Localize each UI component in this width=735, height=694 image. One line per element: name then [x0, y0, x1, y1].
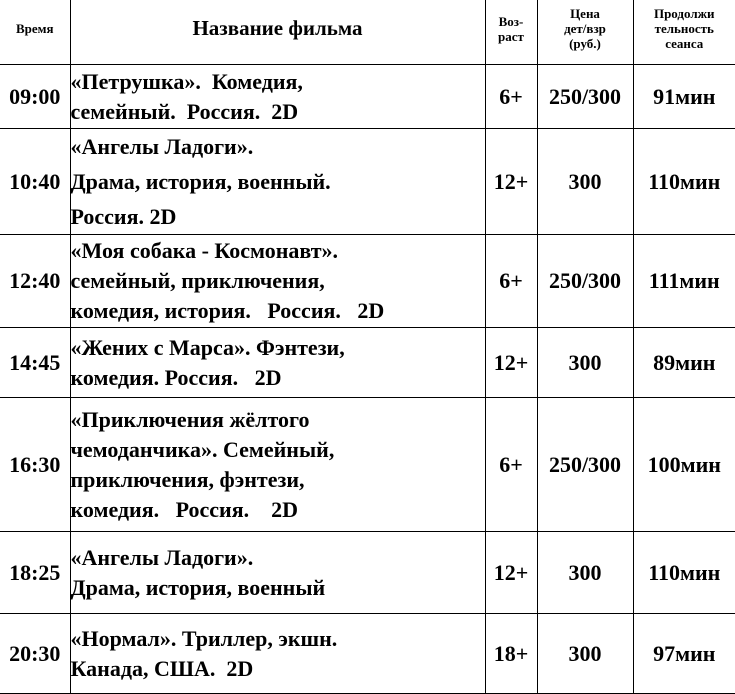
- table-row: [0, 328, 735, 398]
- row-duration: 100мин: [633, 398, 735, 532]
- header-row: [0, 0, 735, 65]
- header-price-line2: дет/взр: [538, 21, 633, 36]
- row-title: «Моя собака - Космонавт». семейный, приключения, комедия, история. Россия. 2D: [70, 235, 485, 328]
- row-time: 10:40: [0, 129, 70, 235]
- table-row: [0, 532, 735, 614]
- row-age: 6+: [485, 65, 537, 129]
- row-duration: 89мин: [633, 328, 735, 398]
- row-duration: 111мин: [633, 235, 735, 328]
- row-time: 18:25: [0, 532, 70, 614]
- row-time: 20:30: [0, 614, 70, 694]
- header-age: [485, 0, 537, 65]
- row-price: 300: [537, 328, 633, 398]
- row-title: «Ангелы Ладоги». Драма, история, военный: [70, 532, 485, 614]
- row-title: «Нормал». Триллер, экшн. Канада, США. 2D: [70, 614, 485, 694]
- header-age-line1: Воз-: [486, 14, 537, 29]
- row-duration: 97мин: [633, 614, 735, 694]
- row-age: 6+: [485, 235, 537, 328]
- row-title: «Приключения жёлтого чемоданчика». Семейный, приключения, фэнтези, комедия. Россия. 2D: [70, 398, 485, 532]
- table-row: [0, 614, 735, 694]
- header-duration-line3: сеанса: [634, 36, 735, 51]
- row-time: 14:45: [0, 328, 70, 398]
- row-duration: 110мин: [633, 532, 735, 614]
- row-age: 12+: [485, 328, 537, 398]
- row-age: 12+: [485, 129, 537, 235]
- row-price: 250/300: [537, 398, 633, 532]
- header-price: [537, 0, 633, 65]
- row-time: 16:30: [0, 398, 70, 532]
- header-price-line3: (руб.): [538, 36, 633, 51]
- row-duration: 91мин: [633, 65, 735, 129]
- header-duration-line1: Продолжи: [634, 6, 735, 21]
- row-price: 300: [537, 129, 633, 235]
- row-duration: 110мин: [633, 129, 735, 235]
- header-price-line1: Цена: [538, 6, 633, 21]
- header-time: Время: [0, 0, 70, 65]
- row-title: «Ангелы Ладоги». Драма, история, военный. Россия. 2D: [70, 129, 485, 235]
- row-age: 12+: [485, 532, 537, 614]
- row-price: 250/300: [537, 235, 633, 328]
- header-duration-line2: тельность: [634, 21, 735, 36]
- header-age-line2: раст: [486, 29, 537, 44]
- header-duration: [633, 0, 735, 65]
- table-row: [0, 129, 735, 235]
- header-title: Название фильма: [70, 0, 485, 65]
- row-age: 6+: [485, 398, 537, 532]
- row-title: «Жених с Марса». Фэнтези, комедия. Россия. 2D: [70, 328, 485, 398]
- row-title: «Петрушка». Комедия, семейный. Россия. 2D: [70, 65, 485, 129]
- row-price: 300: [537, 614, 633, 694]
- row-time: 09:00: [0, 65, 70, 129]
- row-age: 18+: [485, 614, 537, 694]
- row-price: 250/300: [537, 65, 633, 129]
- table-row: [0, 65, 735, 129]
- table-row: [0, 398, 735, 532]
- row-time: 12:40: [0, 235, 70, 328]
- row-price: 300: [537, 532, 633, 614]
- table-row: [0, 235, 735, 328]
